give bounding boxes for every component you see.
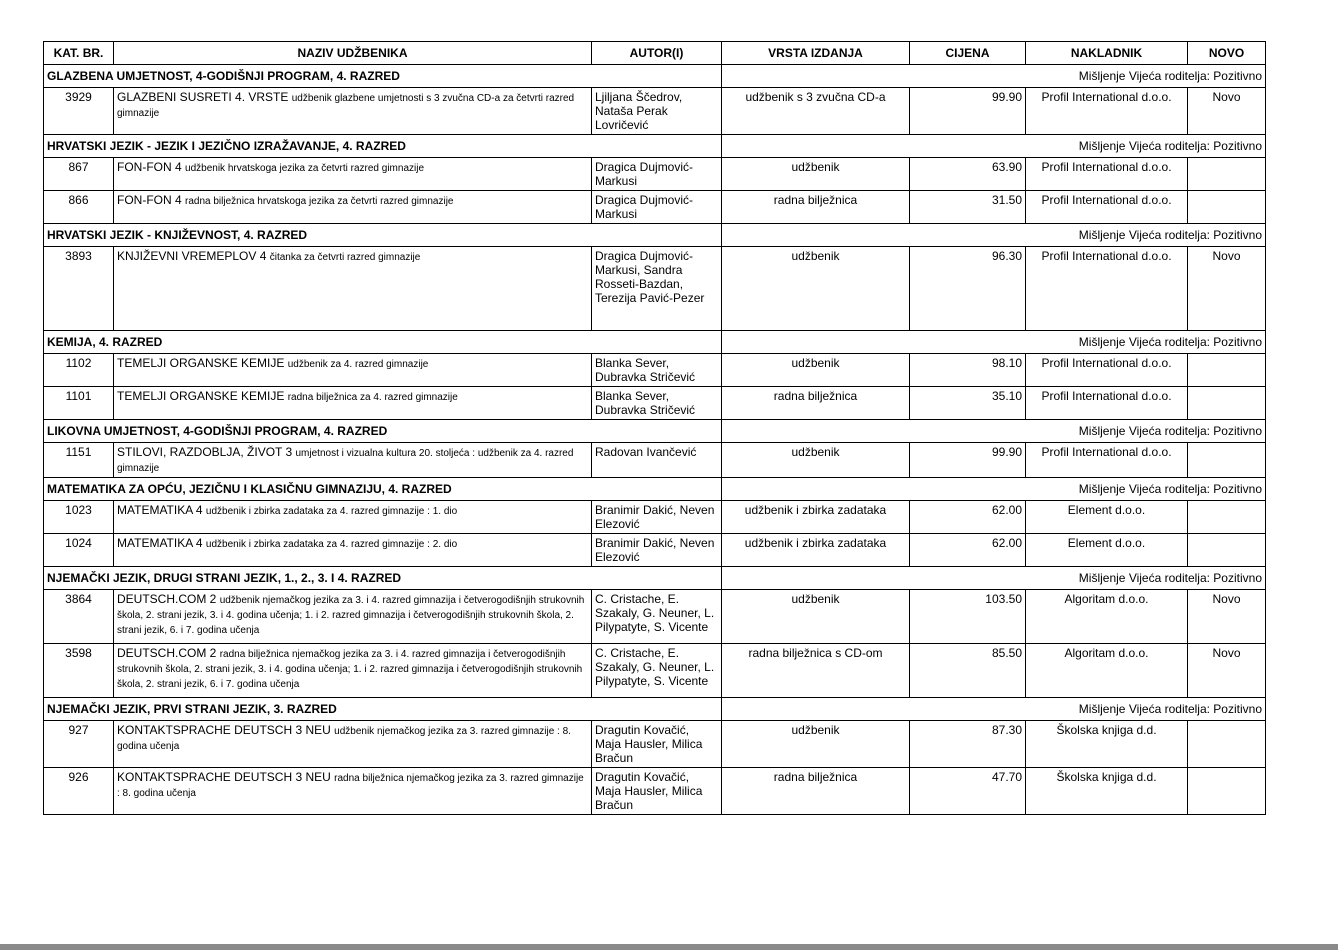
book-subtitle: radna bilježnica njemačkog jezika za 3. i 4. razred gimnazija i četverogodišnjih strukovnih škola, 2. strani jezik, 3. i 4. godina učenja; 1. i 2. razred gimnazija i četverogodišnjih strukovnih škola, 2. strani jezik, 6. i 7. godina učenja <box>117 649 583 690</box>
table-row <box>44 590 1266 644</box>
cell-vrsta-izdanja: radna bilježnica s CD-om <box>722 644 910 698</box>
book-title: KONTAKTSPRACHE DEUTSCH 3 NEU <box>117 723 331 737</box>
cell-nakladnik: Školska knjiga d.d. <box>1026 768 1188 815</box>
section-opinion: Mišljenje Vijeća roditelja: Pozitivno <box>722 698 1266 721</box>
cell-autor: Dragutin Kovačić, Maja Hausler, Milica Bračun <box>592 721 722 768</box>
book-subtitle: udžbenik hrvatskoga jezika za četvrti razred gimnazije <box>185 163 425 174</box>
section-title: HRVATSKI JEZIK - JEZIK I JEZIČNO IZRAŽAVANJE, 4. RAZRED <box>44 135 722 158</box>
cell-novo: Novo <box>1188 247 1266 331</box>
cell-novo <box>1188 354 1266 387</box>
section-opinion: Mišljenje Vijeća roditelja: Pozitivno <box>722 331 1266 354</box>
cell-naziv <box>114 768 592 815</box>
cell-kat-br: 3929 <box>44 88 114 135</box>
book-subtitle: udžbenik i zbirka zadataka za 4. razred gimnazije : 2. dio <box>205 539 458 550</box>
section-header-row <box>44 135 1266 158</box>
header-kat: KAT. BR. <box>44 42 114 65</box>
table-row <box>44 721 1266 768</box>
book-subtitle: radna bilježnica njemačkog jezika za 3. razred gimnazije : 8. godina učenja <box>117 773 584 799</box>
cell-kat-br: 1101 <box>44 387 114 420</box>
section-header-row <box>44 567 1266 590</box>
book-subtitle: umjetnost i vizualna kultura 20. stoljeća : udžbenik za 4. razred gimnazije <box>117 448 574 474</box>
table-row <box>44 354 1266 387</box>
table-row <box>44 247 1266 331</box>
cell-novo: Novo <box>1188 644 1266 698</box>
table-body <box>44 65 1266 815</box>
header-row <box>44 42 1266 65</box>
cell-nakladnik: Element d.o.o. <box>1026 501 1188 534</box>
book-title: TEMELJI ORGANSKE KEMIJE <box>117 389 285 403</box>
cell-kat-br: 1151 <box>44 443 114 478</box>
section-header-row <box>44 478 1266 501</box>
cell-vrsta-izdanja: udžbenik <box>722 590 910 644</box>
cell-cijena: 47.70 <box>910 768 1026 815</box>
table-row <box>44 644 1266 698</box>
section-header-row <box>44 698 1266 721</box>
cell-naziv <box>114 644 592 698</box>
cell-autor: Dragica Dujmović-Markusi <box>592 158 722 191</box>
cell-vrsta-izdanja: udžbenik s 3 zvučna CD-a <box>722 88 910 135</box>
book-subtitle: čitanka za četvrti razred gimnazije <box>269 252 421 263</box>
cell-nakladnik: Algoritam d.o.o. <box>1026 644 1188 698</box>
cell-novo <box>1188 534 1266 567</box>
cell-novo <box>1188 501 1266 534</box>
cell-cijena: 96.30 <box>910 247 1026 331</box>
cell-kat-br: 927 <box>44 721 114 768</box>
header-naziv: NAZIV UDŽBENIKA <box>114 42 592 65</box>
cell-kat-br: 1023 <box>44 501 114 534</box>
cell-kat-br: 1102 <box>44 354 114 387</box>
section-title: NJEMAČKI JEZIK, DRUGI STRANI JEZIK, 1., 2., 3. I 4. RAZRED <box>44 567 722 590</box>
cell-vrsta-izdanja: udžbenik i zbirka zadataka <box>722 501 910 534</box>
table-row <box>44 768 1266 815</box>
book-title: MATEMATIKA 4 <box>117 536 203 550</box>
table-row <box>44 88 1266 135</box>
cell-vrsta-izdanja: radna bilježnica <box>722 387 910 420</box>
cell-naziv <box>114 501 592 534</box>
cell-autor: Dragutin Kovačić, Maja Hausler, Milica Bračun <box>592 768 722 815</box>
cell-naziv <box>114 247 592 331</box>
cell-novo <box>1188 158 1266 191</box>
cell-cijena: 35.10 <box>910 387 1026 420</box>
book-subtitle: udžbenik za 4. razred gimnazije <box>287 359 429 370</box>
cell-cijena: 99.90 <box>910 443 1026 478</box>
cell-autor: Dragica Dujmović-Markusi, Sandra Rosseti-Bazdan, Terezija Pavić-Pezer <box>592 247 722 331</box>
header-autor: AUTOR(I) <box>592 42 722 65</box>
bottom-divider <box>0 944 1338 950</box>
cell-kat-br: 3893 <box>44 247 114 331</box>
book-title: DEUTSCH.COM 2 <box>117 592 217 606</box>
section-title: HRVATSKI JEZIK - KNJIŽEVNOST, 4. RAZRED <box>44 224 722 247</box>
section-opinion: Mišljenje Vijeća roditelja: Pozitivno <box>722 478 1266 501</box>
table-row <box>44 534 1266 567</box>
cell-novo <box>1188 443 1266 478</box>
cell-cijena: 99.90 <box>910 88 1026 135</box>
book-title: KNJIŽEVNI VREMEPLOV 4 <box>117 249 267 263</box>
book-subtitle: udžbenik njemačkog jezika za 3. i 4. razred gimnazija i četverogodišnjih strukovnih škola, 2. strani jezik, 3. i 4. godina učenja; 1. i 2. razred gimnazija i četverogodišnjih strukovnih škola, 2. strani jezik, 6. i 7. godina učenja <box>117 595 585 636</box>
cell-cijena: 31.50 <box>910 191 1026 224</box>
cell-vrsta-izdanja: udžbenik <box>722 443 910 478</box>
book-title: DEUTSCH.COM 2 <box>117 646 217 660</box>
cell-naziv <box>114 354 592 387</box>
cell-cijena: 62.00 <box>910 501 1026 534</box>
header-nakladnik: NAKLADNIK <box>1026 42 1188 65</box>
cell-nakladnik: Profil International d.o.o. <box>1026 443 1188 478</box>
section-title: KEMIJA, 4. RAZRED <box>44 331 722 354</box>
cell-novo: Novo <box>1188 590 1266 644</box>
section-header-row <box>44 224 1266 247</box>
cell-autor: Blanka Sever, Dubravka Stričević <box>592 387 722 420</box>
book-title: GLAZBENI SUSRETI 4. VRSTE <box>117 90 289 104</box>
section-opinion: Mišljenje Vijeća roditelja: Pozitivno <box>722 135 1266 158</box>
section-header-row <box>44 331 1266 354</box>
cell-autor: Dragica Dujmović-Markusi <box>592 191 722 224</box>
cell-vrsta-izdanja: udžbenik i zbirka zadataka <box>722 534 910 567</box>
cell-novo <box>1188 191 1266 224</box>
book-subtitle: udžbenik glazbene umjetnosti s 3 zvučna CD-a za četvrti razred gimnazije <box>117 93 575 119</box>
cell-nakladnik: Profil International d.o.o. <box>1026 158 1188 191</box>
table-row <box>44 387 1266 420</box>
section-title: MATEMATIKA ZA OPĆU, JEZIČNU I KLASIČNU GIMNAZIJU, 4. RAZRED <box>44 478 722 501</box>
cell-nakladnik: Algoritam d.o.o. <box>1026 590 1188 644</box>
cell-autor: Blanka Sever, Dubravka Stričević <box>592 354 722 387</box>
section-title: NJEMAČKI JEZIK, PRVI STRANI JEZIK, 3. RAZRED <box>44 698 722 721</box>
cell-vrsta-izdanja: udžbenik <box>722 247 910 331</box>
textbook-table <box>43 41 1266 815</box>
cell-nakladnik: Profil International d.o.o. <box>1026 88 1188 135</box>
cell-vrsta-izdanja: udžbenik <box>722 721 910 768</box>
cell-cijena: 98.10 <box>910 354 1026 387</box>
cell-naziv <box>114 387 592 420</box>
cell-cijena: 103.50 <box>910 590 1026 644</box>
book-subtitle: udžbenik njemačkog jezika za 3. razred gimnazije : 8. godina učenja <box>117 726 571 752</box>
cell-novo <box>1188 387 1266 420</box>
cell-naziv <box>114 721 592 768</box>
book-title: STILOVI, RAZDOBLJA, ŽIVOT 3 <box>117 445 293 459</box>
book-subtitle: udžbenik i zbirka zadataka za 4. razred gimnazije : 1. dio <box>205 506 458 517</box>
table-row <box>44 501 1266 534</box>
cell-vrsta-izdanja: radna bilježnica <box>722 191 910 224</box>
cell-novo <box>1188 721 1266 768</box>
table-row <box>44 191 1266 224</box>
cell-autor: Radovan Ivančević <box>592 443 722 478</box>
cell-nakladnik: Profil International d.o.o. <box>1026 247 1188 331</box>
cell-nakladnik: Profil International d.o.o. <box>1026 354 1188 387</box>
cell-kat-br: 866 <box>44 191 114 224</box>
book-subtitle: radna bilježnica hrvatskoga jezika za četvrti razred gimnazije <box>185 196 454 207</box>
cell-naziv <box>114 443 592 478</box>
book-subtitle: radna bilježnica za 4. razred gimnazije <box>287 392 458 403</box>
header-novo: NOVO <box>1188 42 1266 65</box>
cell-cijena: 62.00 <box>910 534 1026 567</box>
cell-autor: C. Cristache, E. Szakaly, G. Neuner, L. Pilypatyte, S. Vicente <box>592 644 722 698</box>
cell-cijena: 87.30 <box>910 721 1026 768</box>
section-title: GLAZBENA UMJETNOST, 4-GODIŠNJI PROGRAM, 4. RAZRED <box>44 65 722 88</box>
table-row <box>44 443 1266 478</box>
cell-vrsta-izdanja: udžbenik <box>722 354 910 387</box>
header-cijena: CIJENA <box>910 42 1026 65</box>
section-opinion: Mišljenje Vijeća roditelja: Pozitivno <box>722 420 1266 443</box>
cell-cijena: 85.50 <box>910 644 1026 698</box>
cell-vrsta-izdanja: radna bilježnica <box>722 768 910 815</box>
section-opinion: Mišljenje Vijeća roditelja: Pozitivno <box>722 65 1266 88</box>
cell-kat-br: 3864 <box>44 590 114 644</box>
cell-naziv <box>114 158 592 191</box>
cell-naziv <box>114 88 592 135</box>
section-header-row <box>44 420 1266 443</box>
book-title: TEMELJI ORGANSKE KEMIJE <box>117 356 285 370</box>
cell-nakladnik: Profil International d.o.o. <box>1026 387 1188 420</box>
cell-naziv <box>114 534 592 567</box>
cell-novo: Novo <box>1188 88 1266 135</box>
cell-vrsta-izdanja: udžbenik <box>722 158 910 191</box>
cell-autor: Branimir Dakić, Neven Elezović <box>592 534 722 567</box>
section-opinion: Mišljenje Vijeća roditelja: Pozitivno <box>722 567 1266 590</box>
cell-autor: C. Cristache, E. Szakaly, G. Neuner, L. Pilypatyte, S. Vicente <box>592 590 722 644</box>
cell-naziv <box>114 191 592 224</box>
header-vrsta: VRSTA IZDANJA <box>722 42 910 65</box>
table-row <box>44 158 1266 191</box>
cell-autor: Ljiljana Ščedrov, Nataša Perak Lovričević <box>592 88 722 135</box>
cell-cijena: 63.90 <box>910 158 1026 191</box>
cell-kat-br: 867 <box>44 158 114 191</box>
book-title: MATEMATIKA 4 <box>117 503 203 517</box>
cell-novo <box>1188 768 1266 815</box>
section-title: LIKOVNA UMJETNOST, 4-GODIŠNJI PROGRAM, 4. RAZRED <box>44 420 722 443</box>
cell-nakladnik: Element d.o.o. <box>1026 534 1188 567</box>
cell-naziv <box>114 590 592 644</box>
book-title: FON-FON 4 <box>117 160 182 174</box>
textbook-list-sheet <box>43 41 1265 815</box>
cell-kat-br: 3598 <box>44 644 114 698</box>
cell-kat-br: 926 <box>44 768 114 815</box>
cell-kat-br: 1024 <box>44 534 114 567</box>
cell-autor: Branimir Dakić, Neven Elezović <box>592 501 722 534</box>
section-opinion: Mišljenje Vijeća roditelja: Pozitivno <box>722 224 1266 247</box>
cell-nakladnik: Školska knjiga d.d. <box>1026 721 1188 768</box>
book-title: KONTAKTSPRACHE DEUTSCH 3 NEU <box>117 770 331 784</box>
section-header-row <box>44 65 1266 88</box>
book-title: FON-FON 4 <box>117 193 182 207</box>
cell-nakladnik: Profil International d.o.o. <box>1026 191 1188 224</box>
